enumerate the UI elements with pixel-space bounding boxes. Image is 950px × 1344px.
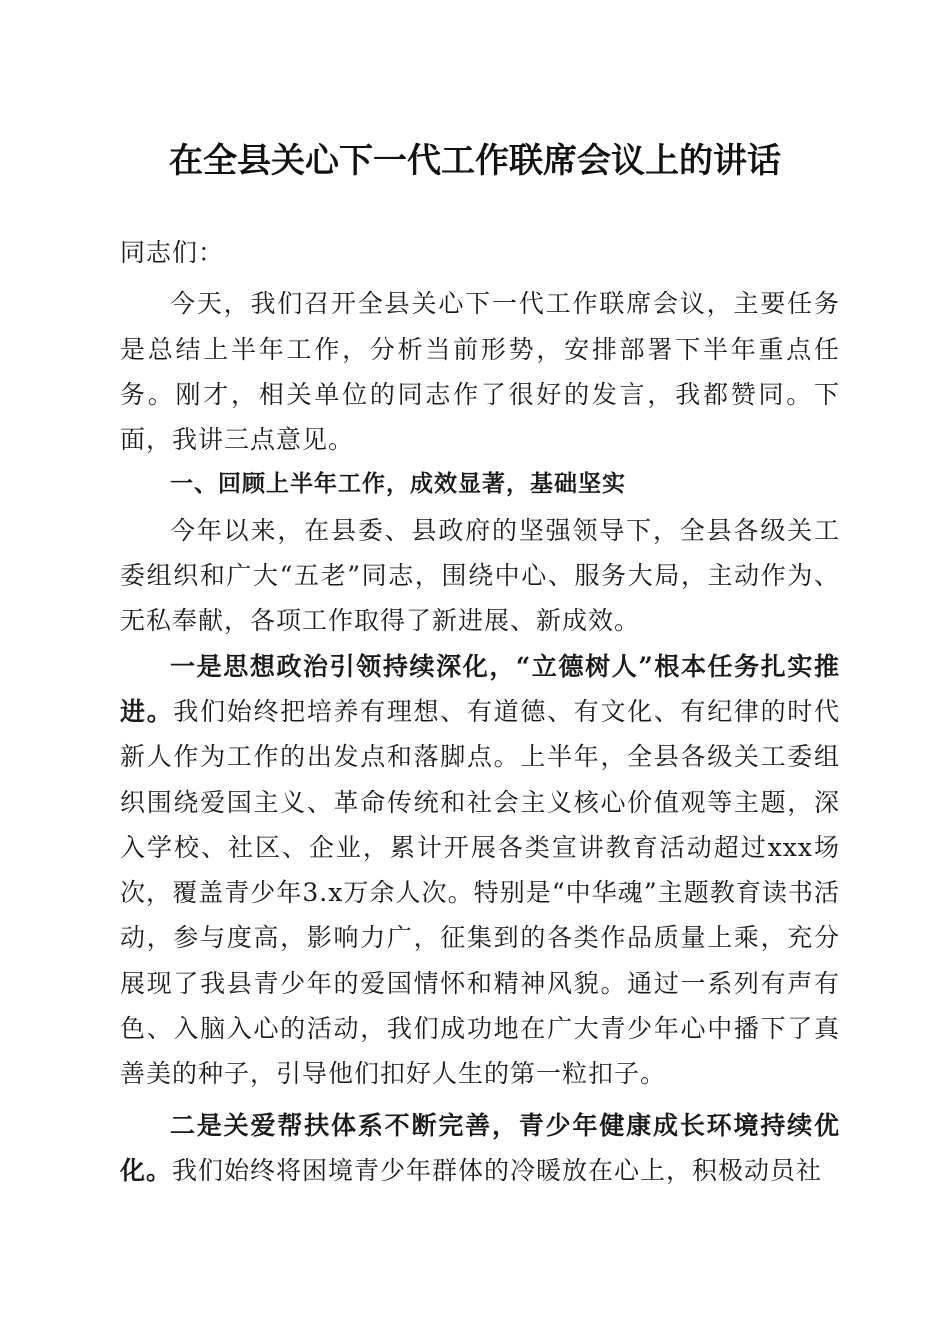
point-2-paragraph — [120, 1103, 840, 1194]
section-heading-1: 一、回顾上半年工作，成效显著，基础坚实 — [170, 471, 626, 498]
salutation: 同志们： — [120, 238, 225, 267]
intro-paragraph: 今天，我们召开全县关心下一代工作联席会议，主要任务是总结上半年工作，分析当前形势，安排部署下半年重点任务。刚才，相关单位的同志作了很好的发言，我都赞同。下面，我讲三点意见。 — [120, 289, 840, 455]
document-body — [120, 230, 840, 1193]
document-title: 在全县关心下一代工作联席会议上的讲话 — [169, 141, 781, 181]
point-1-lead: 一是思想政治引领持续深化，“立德树人”根本任务扎实推进。 — [120, 651, 840, 726]
point-2-lead: 二是关爱帮扶体系不断完善，青少年健康成长环境持续优化。 — [120, 1110, 840, 1185]
point-1-body: 我们始终把培养有理想、有道德、有文化、有纪律的时代新人作为工作的出发点和落脚点。上半年，全县各级关工委组织围绕爱国主义、革命传统和社会主义核心价值观等主题，深入学校、社区、企业，累计开展各类宣讲教育活动超过xxx场次，覆盖青少年3.x万余人次。特别是“中华魂”主题教育读书活动，参与度高，影响力广，征集到的各类作品质量上乘，充分展现了我县青少年的爱国情怀和精神风貌。通过一系列有声有色、入脑入心的活动，我们成功地在广大青少年心中播下了真善美的种子，引导他们扣好人生的第一粒扣子。 — [120, 696, 840, 1089]
point-1-paragraph — [120, 644, 840, 1097]
section-1-intro-paragraph: 今年以来，在县委、县政府的坚强领导下，全县各级关工委组织和广大“五老”同志，围绕中心、服务大局，主动作为、无私奉献，各项工作取得了新进展、新成效。 — [120, 515, 840, 636]
point-2-body: 我们始终将困境青少年群体的冷暖放在心上，积极动员社 — [172, 1155, 823, 1185]
